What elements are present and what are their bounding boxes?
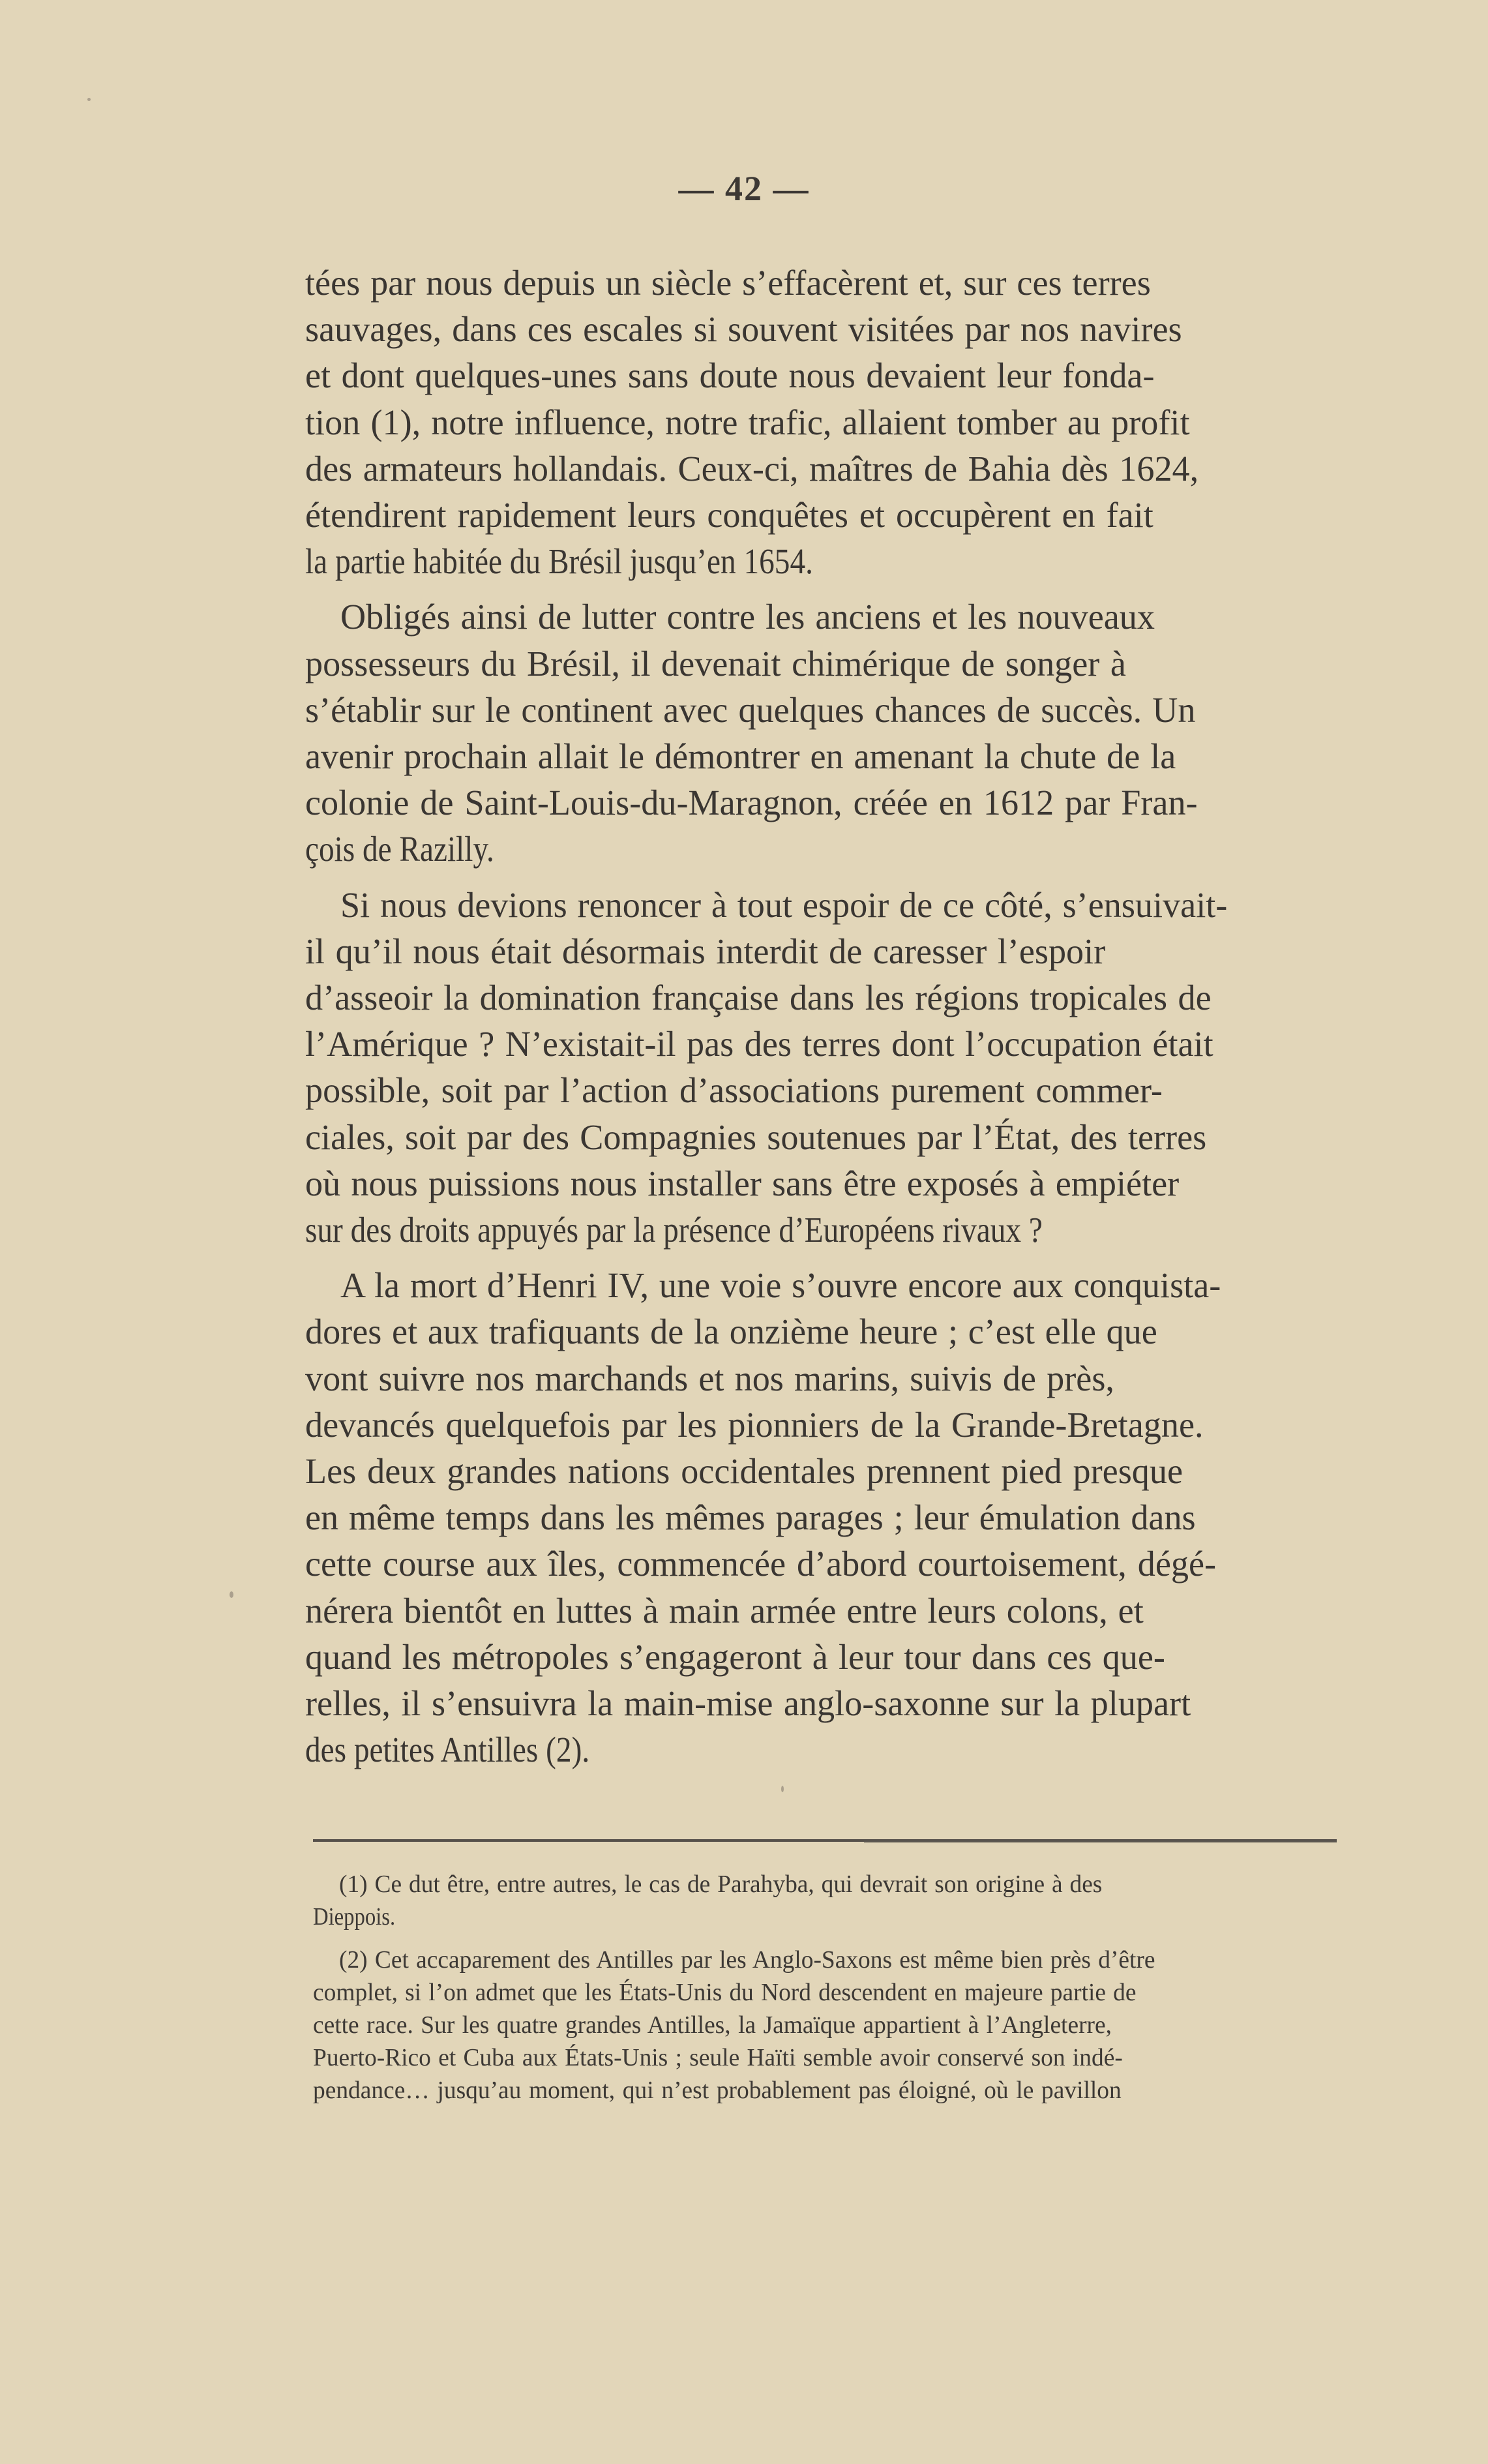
text-line: d’asseoir la domination française dans les régions tropicales de	[305, 978, 1212, 1018]
text-line: quand les métropoles s’engageront à leur tour dans ces que-	[305, 1636, 1165, 1677]
paper-speck	[781, 1786, 784, 1792]
text-line: Les deux grandes nations occidentales prennent pied presque	[305, 1451, 1183, 1492]
text-line: colonie de Saint-Louis-du-Maragnon, créée en 1612 par Fran-	[305, 783, 1198, 823]
text-line: où nous puissions nous installer sans être exposés à empiéter	[305, 1163, 1180, 1203]
text-line: relles, il s’ensuivra la main-mise anglo-saxonne sur la plupart	[305, 1683, 1191, 1724]
text-line: Si nous devions renoncer à tout espoir de ce côté, s’ensuivait-	[340, 884, 1228, 925]
paragraph	[305, 593, 1335, 872]
paper-speck	[230, 1591, 233, 1598]
text-line: dores et aux trafiquants de la onzième heure ; c’est elle que	[305, 1312, 1157, 1352]
text-line: devancés quelquefois par les pionniers de la Grande-Bretagne.	[305, 1404, 1204, 1445]
text-line: l’Amérique ? N’existait-il pas des terres dont l’occupation était	[305, 1024, 1213, 1064]
footnote-2	[313, 1944, 1337, 2107]
text-line: tées par nous depuis un siècle s’effacèrent et, sur ces terres	[305, 263, 1151, 303]
text-line: A la mort d’Henri IV, une voie s’ouvre encore aux conquista-	[340, 1265, 1221, 1306]
text-line: en même temps dans les mêmes parages ; leur émulation dans	[305, 1497, 1196, 1538]
paper-speck	[87, 98, 91, 101]
text-line: ciales, soit par des Compagnies soutenues par l’État, des terres	[305, 1117, 1207, 1157]
text-line: sauvages, dans ces escales si souvent visitées par nos navires	[305, 309, 1182, 350]
text-line: la partie habitée du Brésil jusqu’en 1654.	[305, 541, 813, 582]
text-line: possible, soit par l’action d’associations purement commer-	[305, 1070, 1163, 1111]
footnote-separator-rule	[313, 1839, 1337, 1842]
body-text	[305, 260, 1335, 1773]
text-line: des armateurs hollandais. Ceux-ci, maîtres de Bahia dès 1624,	[305, 448, 1199, 488]
text-line: des petites Antilles (2).	[305, 1730, 590, 1770]
text-line: vont suivre nos marchands et nos marins, suivis de près,	[305, 1358, 1114, 1398]
text-line: sur des droits appuyés par la présence d’Européens rivaux ?	[305, 1210, 1043, 1250]
text-line: cette course aux îles, commencée d’abord courtoisement, dégé-	[305, 1544, 1217, 1584]
text-line: s’établir sur le continent avec quelques chances de succès. Un	[305, 689, 1196, 730]
footnote-line: complet, si l’on admet que les États-Unis du Nord descendent en majeure partie de	[313, 1979, 1137, 2006]
text-line: Obligés ainsi de lutter contre les anciens et les nouveaux	[340, 597, 1155, 637]
text-line: avenir prochain allait le démontrer en amenant la chute de la	[305, 736, 1176, 777]
text-line: çois de Razilly.	[305, 829, 494, 869]
footnote-1	[313, 1868, 1337, 1933]
text-line: possesseurs du Brésil, il devenait chimérique de songer à	[305, 643, 1126, 684]
footnote-line: pendance… jusqu’au moment, qui n’est probablement pas éloigné, où le pavillon	[313, 2077, 1122, 2104]
text-line: tion (1), notre influence, notre trafic, allaient tomber au profit	[305, 402, 1190, 442]
text-line: étendirent rapidement leurs conquêtes et occupèrent en fait	[305, 495, 1153, 535]
paragraph	[305, 260, 1335, 584]
footnote-line: Dieppois.	[313, 1903, 396, 1931]
footnote-line: (2) Cet accaparement des Antilles par les Anglo-Saxons est même bien près d’être	[339, 1946, 1155, 1974]
page-number: — 42 —	[678, 169, 810, 208]
text-line: nérera bientôt en luttes à main armée entre leurs colons, et	[305, 1590, 1144, 1630]
footnote-line: (1) Ce dut être, entre autres, le cas de Parahyba, qui devrait son origine à des	[339, 1871, 1103, 1898]
paragraph	[305, 882, 1335, 1254]
text-line: et dont quelques-unes sans doute nous devaient leur fonda-	[305, 355, 1155, 396]
text-line: il qu’il nous était désormais interdit de caresser l’espoir	[305, 931, 1106, 971]
paragraph	[305, 1262, 1335, 1773]
footnote-line: Puerto-Rico et Cuba aux États-Unis ; seule Haïti semble avoir conservé son indé-	[313, 2044, 1123, 2071]
footnotes	[313, 1868, 1337, 2107]
footnote-line: cette race. Sur les quatre grandes Antilles, la Jamaïque appartient à l’Angleterre,	[313, 2011, 1112, 2039]
